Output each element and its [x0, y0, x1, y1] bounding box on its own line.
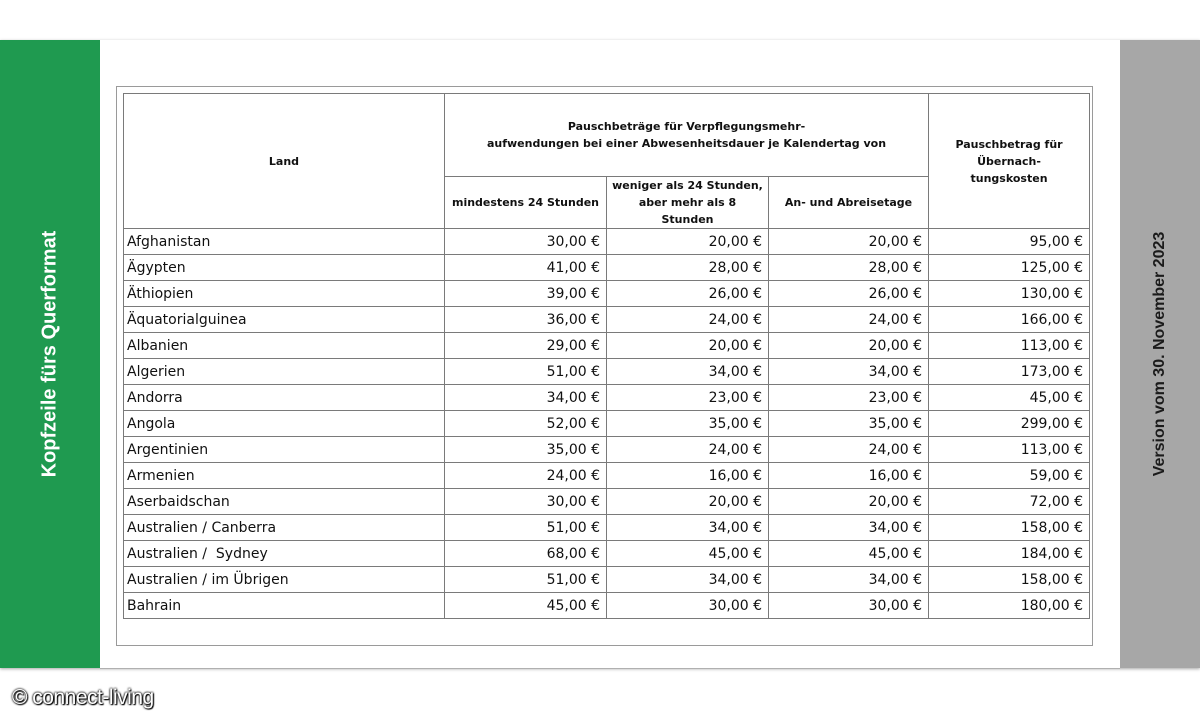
cell-8h: 20,00 € [607, 229, 769, 255]
cell-8h: 26,00 € [607, 281, 769, 307]
table-row [124, 255, 1090, 281]
cell-overnight: 173,00 € [929, 359, 1090, 385]
cell-8h: 34,00 € [607, 359, 769, 385]
header-col2 [607, 177, 769, 229]
header-col3: An- und Abreisetage [769, 177, 929, 229]
cell-24h: 51,00 € [445, 515, 607, 541]
cell-24h: 24,00 € [445, 463, 607, 489]
header-col1: mindestens 24 Stunden [445, 177, 607, 229]
cell-overnight: 158,00 € [929, 515, 1090, 541]
version-sidebar [1120, 40, 1200, 668]
cell-travel-day: 24,00 € [769, 437, 929, 463]
cell-travel-day: 34,00 € [769, 515, 929, 541]
header-col4 [929, 94, 1090, 229]
cell-land: Australien / im Übrigen [124, 567, 445, 593]
cell-overnight: 113,00 € [929, 437, 1090, 463]
cell-overnight: 45,00 € [929, 385, 1090, 411]
header-sidebar [0, 40, 100, 668]
cell-overnight: 166,00 € [929, 307, 1090, 333]
cell-8h: 30,00 € [607, 593, 769, 619]
cell-overnight: 299,00 € [929, 411, 1090, 437]
header-col4-line2: Übernach- [977, 154, 1041, 168]
cell-travel-day: 34,00 € [769, 359, 929, 385]
cell-24h: 51,00 € [445, 359, 607, 385]
table-row [124, 307, 1090, 333]
table-row [124, 385, 1090, 411]
cell-land: Argentinien [124, 437, 445, 463]
cell-land: Ägypten [124, 255, 445, 281]
header-col2-line1: weniger als 24 Stunden, [612, 179, 763, 192]
header-group [445, 94, 929, 177]
cell-24h: 52,00 € [445, 411, 607, 437]
table-row [124, 593, 1090, 619]
cell-travel-day: 30,00 € [769, 593, 929, 619]
cell-24h: 35,00 € [445, 437, 607, 463]
header-col4-line1: Pauschbetrag für [955, 137, 1063, 151]
header-col4-line3: tungskosten [970, 171, 1048, 185]
cell-travel-day: 23,00 € [769, 385, 929, 411]
table-row [124, 463, 1090, 489]
table-row [124, 229, 1090, 255]
cell-overnight: 59,00 € [929, 463, 1090, 489]
cell-24h: 29,00 € [445, 333, 607, 359]
cell-travel-day: 34,00 € [769, 567, 929, 593]
cell-8h: 20,00 € [607, 333, 769, 359]
table-row [124, 489, 1090, 515]
cell-land: Äquatorialguinea [124, 307, 445, 333]
cell-8h: 45,00 € [607, 541, 769, 567]
cell-land: Albanien [124, 333, 445, 359]
cell-travel-day: 28,00 € [769, 255, 929, 281]
cell-overnight: 130,00 € [929, 281, 1090, 307]
cell-8h: 24,00 € [607, 307, 769, 333]
table-row [124, 515, 1090, 541]
cell-overnight: 158,00 € [929, 567, 1090, 593]
cell-travel-day: 24,00 € [769, 307, 929, 333]
table-frame [116, 86, 1093, 646]
table-row [124, 359, 1090, 385]
cell-8h: 23,00 € [607, 385, 769, 411]
cell-overnight: 72,00 € [929, 489, 1090, 515]
cell-land: Äthiopien [124, 281, 445, 307]
copyright-watermark: © connect-living [12, 686, 154, 709]
version-label: Version vom 30. November 2023 [1151, 231, 1168, 477]
cell-8h: 35,00 € [607, 411, 769, 437]
table-row [124, 411, 1090, 437]
cell-overnight: 180,00 € [929, 593, 1090, 619]
cell-overnight: 113,00 € [929, 333, 1090, 359]
cell-overnight: 95,00 € [929, 229, 1090, 255]
cell-24h: 45,00 € [445, 593, 607, 619]
cell-overnight: 184,00 € [929, 541, 1090, 567]
header-group-line2: aufwendungen bei einer Abwesenheitsdauer je Kalendertag von [486, 137, 887, 150]
allowance-table [123, 93, 1090, 619]
cell-24h: 30,00 € [445, 229, 607, 255]
cell-24h: 39,00 € [445, 281, 607, 307]
cell-8h: 28,00 € [607, 255, 769, 281]
cell-travel-day: 35,00 € [769, 411, 929, 437]
cell-land: Andorra [124, 385, 445, 411]
cell-travel-day: 20,00 € [769, 489, 929, 515]
cell-24h: 68,00 € [445, 541, 607, 567]
cell-travel-day: 16,00 € [769, 463, 929, 489]
table-row [124, 333, 1090, 359]
cell-8h: 24,00 € [607, 437, 769, 463]
cell-land: Armenien [124, 463, 445, 489]
table-row [124, 541, 1090, 567]
cell-8h: 16,00 € [607, 463, 769, 489]
cell-24h: 41,00 € [445, 255, 607, 281]
cell-land: Angola [124, 411, 445, 437]
table-row [124, 567, 1090, 593]
cell-travel-day: 20,00 € [769, 229, 929, 255]
cell-travel-day: 45,00 € [769, 541, 929, 567]
header-land: Land [124, 94, 445, 229]
cell-land: Afghanistan [124, 229, 445, 255]
cell-land: Aserbaidschan [124, 489, 445, 515]
cell-land: Algerien [124, 359, 445, 385]
table-row [124, 437, 1090, 463]
cell-24h: 34,00 € [445, 385, 607, 411]
cell-travel-day: 20,00 € [769, 333, 929, 359]
header-group-line1: Pauschbeträge für Verpflegungsmehr- [567, 120, 806, 133]
cell-8h: 34,00 € [607, 515, 769, 541]
header-sidebar-label: Kopfzeile fürs Querformat [38, 230, 61, 478]
cell-travel-day: 26,00 € [769, 281, 929, 307]
cell-24h: 36,00 € [445, 307, 607, 333]
cell-land: Australien / Canberra [124, 515, 445, 541]
cell-land: Australien / Sydney [124, 541, 445, 567]
cell-8h: 20,00 € [607, 489, 769, 515]
cell-24h: 30,00 € [445, 489, 607, 515]
cell-8h: 34,00 € [607, 567, 769, 593]
cell-24h: 51,00 € [445, 567, 607, 593]
header-col2-line2: aber mehr als 8 Stunden [638, 196, 737, 226]
cell-overnight: 125,00 € [929, 255, 1090, 281]
document-content [100, 40, 1120, 669]
table-row [124, 281, 1090, 307]
cell-land: Bahrain [124, 593, 445, 619]
